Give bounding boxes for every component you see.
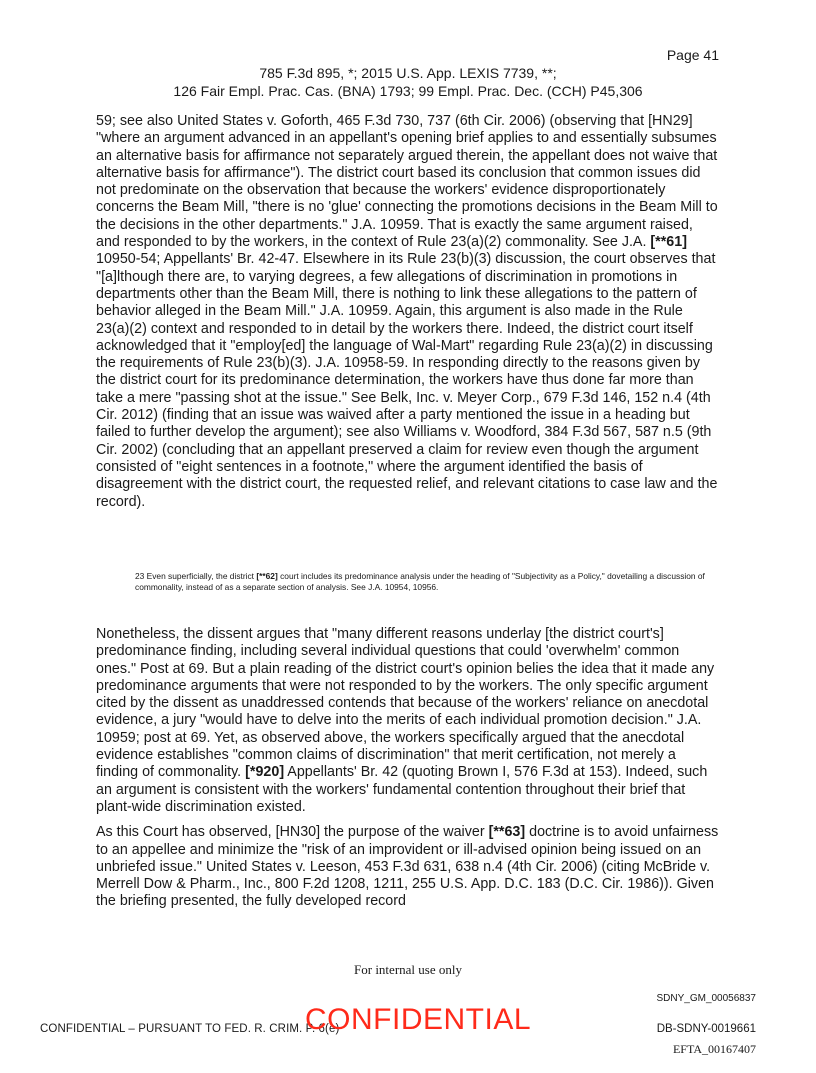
paragraph-text-part: Appellants' Br. 42 (quoting Brown I, 576 F.3d at 153). Indeed, such an argument is consistent with the workers' fundamental contention throughout their brief that plant-wide discrimination existed. xyxy=(96,764,708,815)
footnote-text-part: court includes its predominance analysis under the heading of "Subjectivity as a Policy," dovetailing a discussion of commonality, instead of as a separate section of analysis. See J.A. 10954, 10956. xyxy=(135,571,705,592)
internal-use-notice: For internal use only xyxy=(354,962,462,977)
star-page-marker: [*920] xyxy=(245,764,285,781)
bates-number-db: DB-SDNY-0019661 xyxy=(656,1023,756,1035)
paragraph-text-part: doctrine is to avoid unfairness to an appellee and minimize the "risk of an improvident or ill-advised opinion being issued on an unbriefed issue." United States v. Leeson, 453 F.3d 631, 638 n.4 (4th Cir. 2006) (citing McBride v. Merrell Dow & Pharm., Inc., 800 F.2d 1208, 1211, 255 U.S. App. D.C. 183 (D.C. Cir. 1986)). Given the briefing presented, the fully developed record xyxy=(96,824,719,910)
paragraph-text-part: As this Court has observed, [HN30] the purpose of the waiver xyxy=(96,824,489,841)
star-page-marker: [**62] xyxy=(256,571,278,581)
efta-number: EFTA_00167407 xyxy=(672,1042,756,1056)
opinion-paragraph-1 xyxy=(96,113,720,519)
citation-line-2: 126 Fair Empl. Prac. Cas. (BNA) 1793; 99 Empl. Prac. Dec. (CCH) P45,306 xyxy=(173,83,643,99)
confidential-notice: CONFIDENTIAL – PURSUANT TO FED. R. CRIM. P. 6(e) xyxy=(40,1023,340,1035)
confidential-stamp: CONFIDENTIAL xyxy=(305,1003,532,1036)
paragraph-text-part: 59; see also United States v. Goforth, 465 F.3d 730, 737 (6th Cir. 2006) (observing that [HN29] "where an argument advanced in an appellant's opening brief applies to and essentially subsumes an alternative basis for affirmance not separately argued therein, the appellant does not waive that alternative basis for affirmance"). The district court based its conclusion that common issues did not predominate on the observation that because the workers' evidence disproportionately concerns the Beam Mill, "there is no 'glue' connecting the promotions decisions in the Beam Mill to the decisions in the other departments." J.A. 10959. That is exactly the same argument raised, and responded to by the workers, in the context of Rule 23(a)(2) commonality. See J.A. xyxy=(96,113,718,251)
paragraph-text-part: Nonetheless, the dissent argues that "many different reasons underlay [the district court's] predominance finding, including several individual questions that could 'overwhelm' common ones." Post at 69. But a plain reading of the district court's opinion belies the idea that it made any predominance arguments that were not responded to by the workers. The only specific argument cited by the dissent as unaddressed contends that because of the workers' reliance on anecdotal evidence, a jury "would have to delve into the merits of each individual promotion decision." J.A. 10959; post at 69. Yet, as observed above, the workers specifically argued that the anecdotal evidence establishes "common claims of discrimination" that merit certification, not merely a finding of commonality. xyxy=(96,626,715,781)
paragraph-text xyxy=(96,113,720,511)
opinion-body-continued xyxy=(96,626,720,919)
opinion-paragraph-2 xyxy=(96,626,720,816)
star-page-marker: [**61] xyxy=(650,234,687,251)
opinion-paragraph-3 xyxy=(96,824,720,910)
footnote-23 xyxy=(135,571,721,593)
page-number: Page 41 xyxy=(666,47,719,63)
case-citation-header xyxy=(96,64,720,100)
star-page-marker: [**63] xyxy=(488,824,526,841)
footnote-text-part: 23 Even superficially, the district xyxy=(135,571,257,581)
paragraph-text-part: 10950-54; Appellants' Br. 42-47. Elsewhere in its Rule 23(b)(3) discussion, the court observes that "[a]lthough there are, to varying degrees, a few allegations of discrimination in promotions in departments other than the Beam Mill, there is nothing to link these allegations to the pattern of behavior alleged in the Beam Mill." J.A. 10959. Again, this argument is also made in the Rule 23(a)(2) context and responded to in detail by the workers there. Indeed, the district court itself acknowledged that it "employ[ed] the language of Wal-Mart" regarding Rule 23(a)(2) in discussing the requirements of Rule 23(b)(3). J.A. 10958-59. In responding directly to the reasons given by the district court for its predominance determination, the workers have thus done far more than take a mere "passing shot at the issue." See Belk, Inc. v. Meyer Corp., 679 F.3d 146, 152 n.4 (4th Cir. 2012) (finding that an issue was waived after a party mentioned the issue in a heading but failed to further develop the argument); see also Williams v. Woodford, 384 F.3d 567, 587 n.5 (9th Cir. 2002) (concluding that an appellant preserved a claim for review even though the argument consisted of "eight sentences in a footnote," where the argument identified the basis of disagreement with the district court, the requested relief, and relevant citations to case law and the record). xyxy=(96,251,718,510)
citation-line-1: 785 F.3d 895, *; 2015 U.S. App. LEXIS 7739, **; xyxy=(259,65,557,81)
bates-number-sdny: SDNY_GM_00056837 xyxy=(656,993,756,1004)
